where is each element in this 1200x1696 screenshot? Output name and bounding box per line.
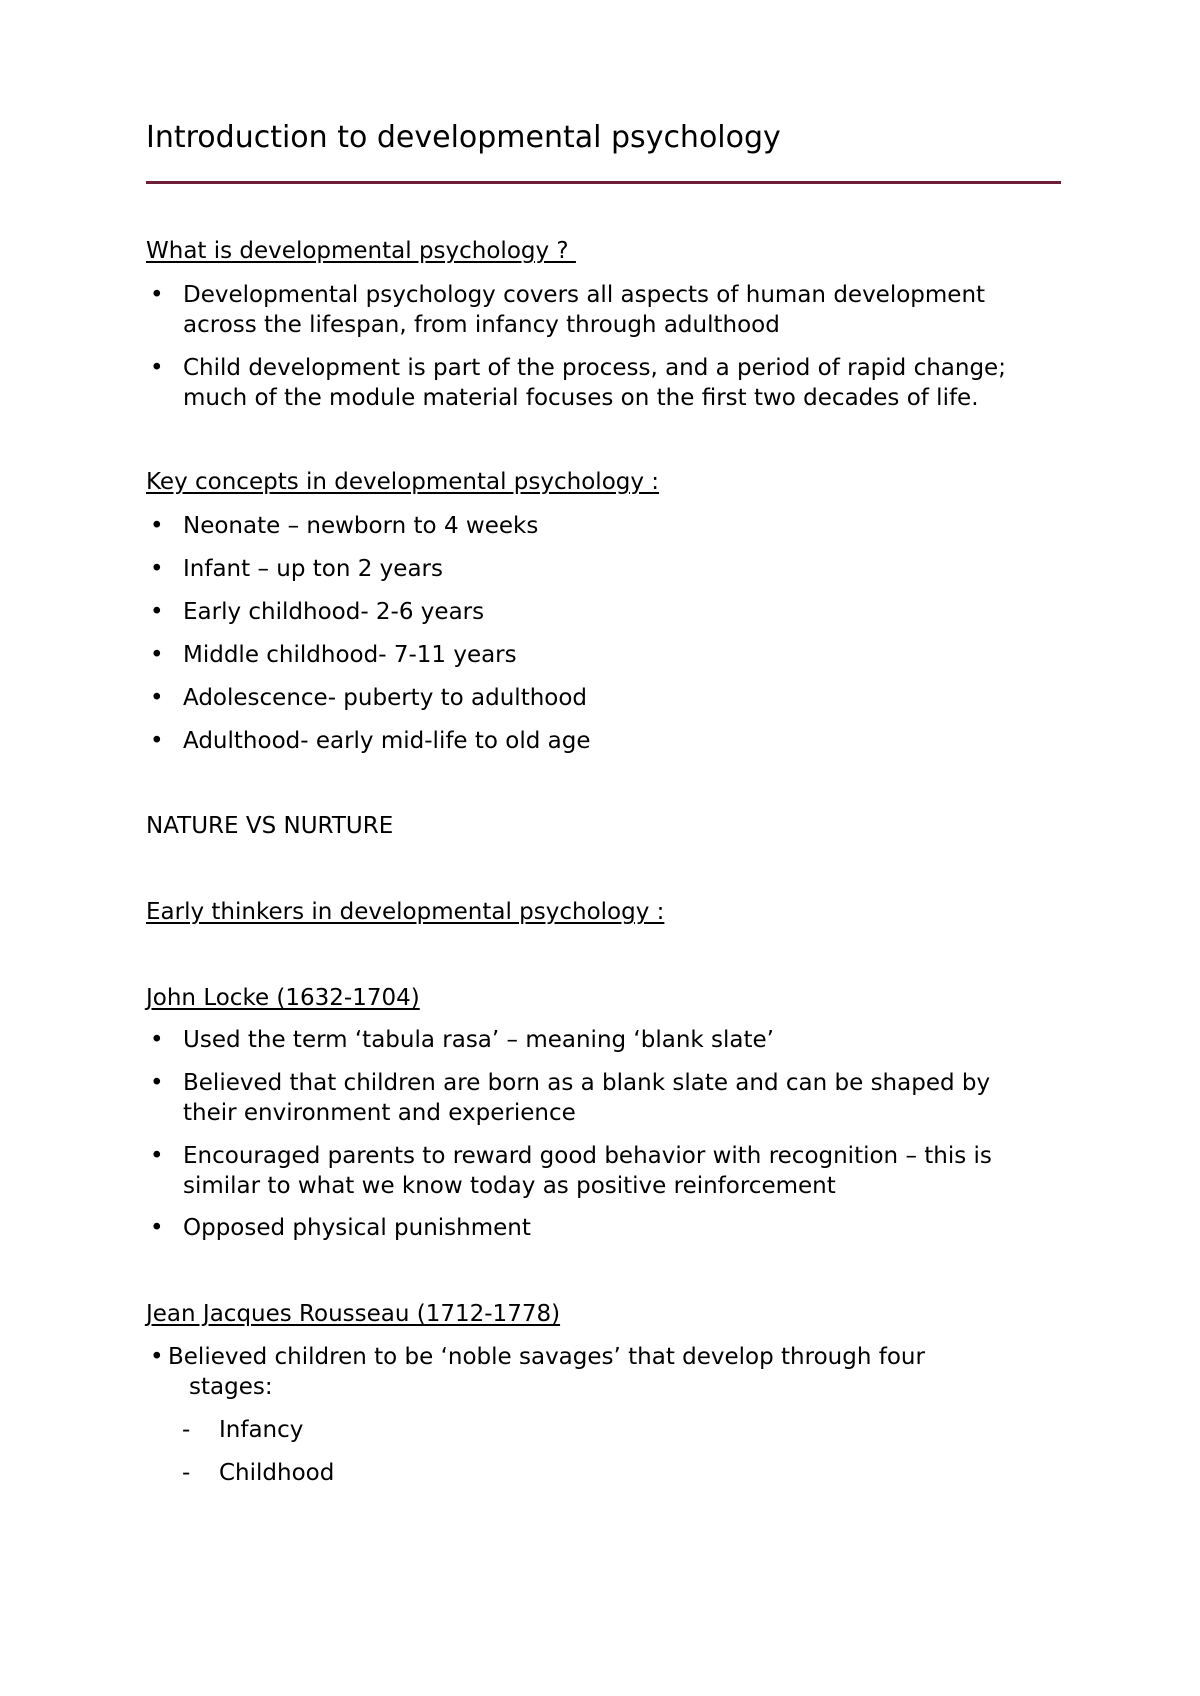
section-heading-early-thinkers: Early thinkers in developmental psychology : xyxy=(146,899,665,925)
list-item xyxy=(146,511,1066,541)
list-item-text xyxy=(183,1213,1066,1243)
list-item-text xyxy=(183,1141,1066,1201)
list-item xyxy=(146,726,1066,756)
sub-list-item-text: Childhood xyxy=(219,1460,335,1486)
list-item xyxy=(146,554,1066,584)
list-item xyxy=(146,683,1066,713)
list-item xyxy=(146,280,1066,340)
list-item xyxy=(146,1342,1046,1402)
document-title: Introduction to developmental psychology xyxy=(146,120,781,155)
bullet-icon: • xyxy=(150,1143,164,1169)
list-item-line: stages: xyxy=(189,1374,273,1400)
bullet-icon: • xyxy=(150,1070,164,1096)
sub-list-item xyxy=(182,1458,334,1488)
subheading-rousseau: Jean Jacques Rousseau (1712-1778) xyxy=(146,1301,561,1327)
list-item xyxy=(146,597,1066,627)
list-item-line: much of the module material focuses on the first two decades of life. xyxy=(183,385,979,411)
section-heading-nature-nurture: NATURE VS NURTURE xyxy=(146,813,394,839)
list-item xyxy=(146,1141,1066,1201)
list-item xyxy=(146,1213,1066,1243)
list-item xyxy=(146,1068,1066,1128)
bullet-icon: • xyxy=(150,1027,164,1053)
list-item-text: Early childhood- 2-6 years xyxy=(183,599,485,625)
section-heading-key-concepts: Key concepts in developmental psychology : xyxy=(146,469,660,495)
list-item-text: Neonate – newborn to 4 weeks xyxy=(183,513,539,539)
list-item xyxy=(146,640,1066,670)
bullet-icon: • xyxy=(150,282,164,308)
list-item xyxy=(146,1025,1066,1055)
list-item-text xyxy=(183,1068,1066,1128)
bullet-icon: • xyxy=(150,728,164,754)
bullet-icon: • xyxy=(150,599,164,625)
list-item-line: Developmental psychology covers all aspects of human development xyxy=(183,282,986,308)
list-item-text xyxy=(183,1025,1066,1055)
list-item-line: similar to what we know today as positive reinforcement xyxy=(183,1173,836,1199)
list-item-text xyxy=(183,353,1066,413)
list-item-line: Used the term ‘tabula rasa’ – meaning ‘blank slate’ xyxy=(183,1027,774,1053)
list-item-line: Opposed physical punishment xyxy=(183,1215,531,1241)
bullet-icon: • xyxy=(150,355,164,381)
sub-list-item-text: Infancy xyxy=(219,1417,304,1443)
list-item-line: Believed children to be ‘noble savages’ that develop through four xyxy=(168,1344,925,1370)
list-item-line: their environment and experience xyxy=(183,1100,576,1126)
list-item-text xyxy=(168,1342,1046,1402)
title-underline-rule xyxy=(146,181,1061,184)
dash-icon: - xyxy=(182,1460,191,1486)
list-item-line: across the lifespan, from infancy through adulthood xyxy=(183,312,780,338)
list-item-line: Believed that children are born as a blank slate and can be shaped by xyxy=(183,1070,991,1096)
bullet-icon: • xyxy=(150,1344,164,1370)
list-item-text: Infant – up ton 2 years xyxy=(183,556,443,582)
list-item-line: Encouraged parents to reward good behavior with recognition – this is xyxy=(183,1143,992,1169)
bullet-icon: • xyxy=(150,685,164,711)
list-item-text: Adolescence- puberty to adulthood xyxy=(183,685,588,711)
bullet-icon: • xyxy=(150,513,164,539)
dash-icon: - xyxy=(182,1417,191,1443)
list-item-line: Child development is part of the process, and a period of rapid change; xyxy=(183,355,1006,381)
bullet-icon: • xyxy=(150,1215,164,1241)
list-item-text: Adulthood- early mid-life to old age xyxy=(183,728,591,754)
subheading-john-locke: John Locke (1632-1704) xyxy=(146,985,420,1011)
bullet-icon: • xyxy=(150,556,164,582)
sub-list-item xyxy=(182,1415,303,1445)
section-heading-what-is: What is developmental psychology ? xyxy=(146,238,576,264)
list-item-text xyxy=(183,280,1066,340)
list-item-text: Middle childhood- 7-11 years xyxy=(183,642,517,668)
list-item xyxy=(146,353,1066,413)
bullet-icon: • xyxy=(150,642,164,668)
